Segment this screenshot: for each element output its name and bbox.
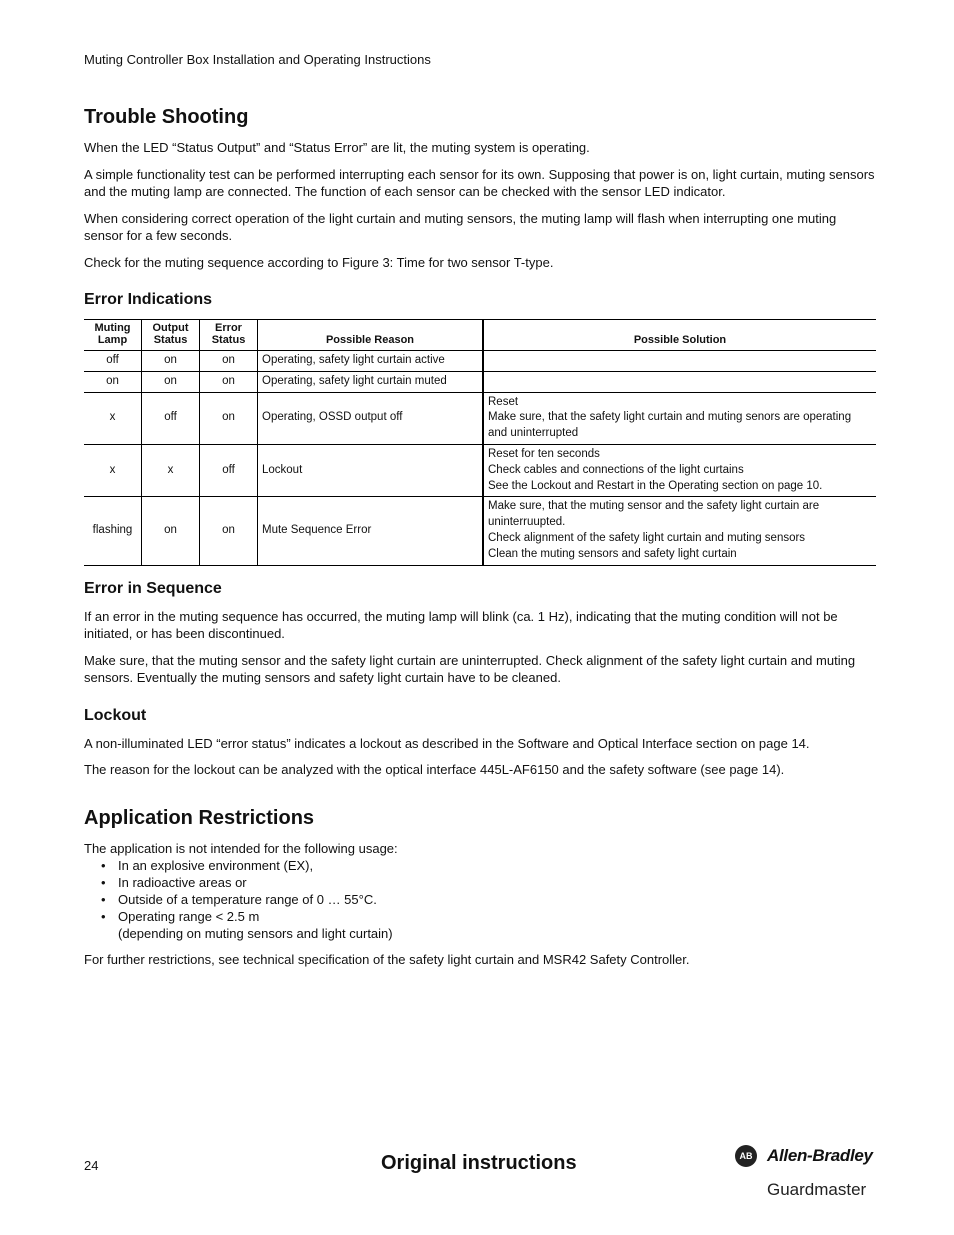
paragraph: When the LED “Status Output” and “Status Error” are lit, the muting system is operating. bbox=[84, 140, 590, 155]
cell-error-status: on bbox=[200, 371, 258, 392]
cell-possible-solution bbox=[483, 371, 876, 392]
cell-output-status: on bbox=[142, 351, 200, 372]
table-row bbox=[84, 351, 876, 372]
table-row bbox=[84, 371, 876, 392]
paragraph: The reason for the lockout can be analyzed with the optical interface 445L-AF6150 and the safety software (see page 14). bbox=[84, 762, 785, 778]
cell-output-status: off bbox=[142, 392, 200, 444]
bullet-marker: • bbox=[101, 858, 106, 874]
ab-badge-icon: AB bbox=[735, 1145, 757, 1167]
error-in-sequence-heading: Error in Sequence bbox=[84, 579, 222, 597]
cell-muting-lamp: on bbox=[106, 374, 119, 387]
cell-muting-lamp: x bbox=[109, 411, 116, 424]
cell-muting-lamp: x bbox=[109, 463, 116, 476]
solution-line: Reset bbox=[488, 395, 519, 408]
paragraph: The application is not intended for the following usage: bbox=[84, 840, 398, 856]
column-header-possible-reason: Possible Reason bbox=[258, 320, 484, 351]
error-indications-heading: Error Indications bbox=[84, 291, 213, 308]
paragraph: For further restrictions, see technical specification of the safety light curtain and MSR42 Safety Controller. bbox=[84, 952, 690, 968]
table-row bbox=[84, 497, 876, 565]
solution-line: See the Lockout and Restart in the Operating section on page 10. bbox=[488, 479, 823, 492]
cell-output-status: x bbox=[142, 444, 200, 496]
lockout-heading: Lockout bbox=[84, 706, 147, 724]
cell-possible-solution bbox=[483, 351, 876, 372]
paragraph: A non-illuminated LED “error status” indicates a lockout as described in the Software and Optical Interface section on page 14. bbox=[84, 735, 810, 751]
solution-line: Check cables and connections of the light curtains bbox=[488, 463, 744, 476]
error-indications-table bbox=[84, 319, 876, 566]
solution-line: Make sure, that the muting sensor and the safety light curtain are uninterruupted. bbox=[488, 500, 820, 529]
restrictions-list bbox=[84, 857, 876, 942]
cell-possible-solution bbox=[483, 444, 876, 496]
column-header-error-status: Error Status bbox=[200, 320, 258, 351]
paragraph: Check for the muting sequence according to Figure 3: Time for two sensor T-type. bbox=[84, 254, 554, 270]
cell-possible-reason: Operating, OSSD output off bbox=[258, 392, 484, 444]
trouble-shooting-heading: Trouble Shooting bbox=[84, 106, 249, 128]
solution-line: Make sure, that the safety light curtain and muting senors are operating and uninterrupted bbox=[488, 411, 852, 440]
application-restrictions-heading: Application Restrictions bbox=[84, 806, 315, 829]
cell-possible-reason: Lockout bbox=[258, 444, 484, 496]
cell-error-status: off bbox=[200, 444, 258, 496]
solution-line: Clean the muting sensors and safety light curtain bbox=[488, 547, 737, 560]
table-row bbox=[84, 444, 876, 496]
cell-output-status: on bbox=[142, 497, 200, 565]
cell-possible-solution bbox=[483, 497, 876, 565]
paragraph: Make sure, that the muting sensor and the safety light curtain are uninterrupted. Check alignment of the safety light curtain and muting sensors. Eventually the muting sensors and safety light curtain have to be cleaned. bbox=[84, 652, 856, 686]
bullet-marker: • bbox=[101, 892, 106, 908]
paragraph: If an error in the muting sequence has occurred, the muting lamp will blink (ca. 1 Hz), indicating that the muting condition will not be initiated, or has been discontinued. bbox=[84, 608, 838, 642]
footer-title: Original instructions bbox=[381, 1152, 577, 1174]
cell-muting-lamp: flashing bbox=[92, 524, 133, 537]
page-content bbox=[84, 100, 876, 978]
list-item: • In an explosive environment (EX), bbox=[101, 858, 314, 874]
cell-possible-reason: Operating, safety light curtain muted bbox=[258, 371, 484, 392]
column-header-possible-solution: Possible Solution bbox=[483, 320, 876, 351]
cell-possible-solution bbox=[483, 392, 876, 444]
cell-output-status: on bbox=[142, 371, 200, 392]
column-header-muting-lamp: Muting Lamp bbox=[94, 322, 131, 346]
bullet-marker: • bbox=[101, 875, 106, 891]
allen-bradley-logo bbox=[735, 1145, 875, 1169]
running-header: Muting Controller Box Installation and Operating Instructions bbox=[84, 52, 431, 67]
guardmaster-wordmark: Guardmaster bbox=[767, 1180, 867, 1199]
solution-line: Reset for ten seconds bbox=[488, 447, 600, 460]
list-item: • Outside of a temperature range of 0 … 55°C. bbox=[101, 892, 377, 908]
guardmaster-logo bbox=[767, 1178, 879, 1204]
paragraph: A simple functionality test can be performed interrupting each sensor for its own. Supposing that power is on, light curtain, muting sensors and the muting lamp are connected. The function of each sensor can be checked with the sensor LED indicator. bbox=[84, 166, 875, 199]
allen-bradley-wordmark: Allen-Bradley bbox=[767, 1146, 873, 1165]
table-row bbox=[84, 392, 876, 444]
cell-error-status: on bbox=[200, 497, 258, 565]
paragraph: When considering correct operation of the light curtain and muting sensors, the muting lamp will flash when interrupting one muting sensor for a few seconds. bbox=[84, 210, 837, 243]
cell-error-status: on bbox=[200, 351, 258, 372]
page-number: 24 bbox=[84, 1158, 99, 1173]
cell-possible-reason: Operating, safety light curtain active bbox=[258, 351, 484, 372]
bullet-marker: • bbox=[101, 909, 106, 925]
list-item: • In radioactive areas or bbox=[101, 875, 247, 891]
solution-line: Check alignment of the safety light curtain and muting sensors bbox=[488, 531, 806, 544]
table-header-row bbox=[84, 320, 876, 351]
column-header-output-status: Output Status bbox=[142, 320, 200, 351]
cell-error-status: on bbox=[200, 392, 258, 444]
cell-possible-reason: Mute Sequence Error bbox=[258, 497, 484, 565]
cell-muting-lamp: off bbox=[106, 354, 119, 366]
list-item: • Operating range < 2.5 m (depending on muting sensors and light curtain) bbox=[101, 909, 393, 942]
